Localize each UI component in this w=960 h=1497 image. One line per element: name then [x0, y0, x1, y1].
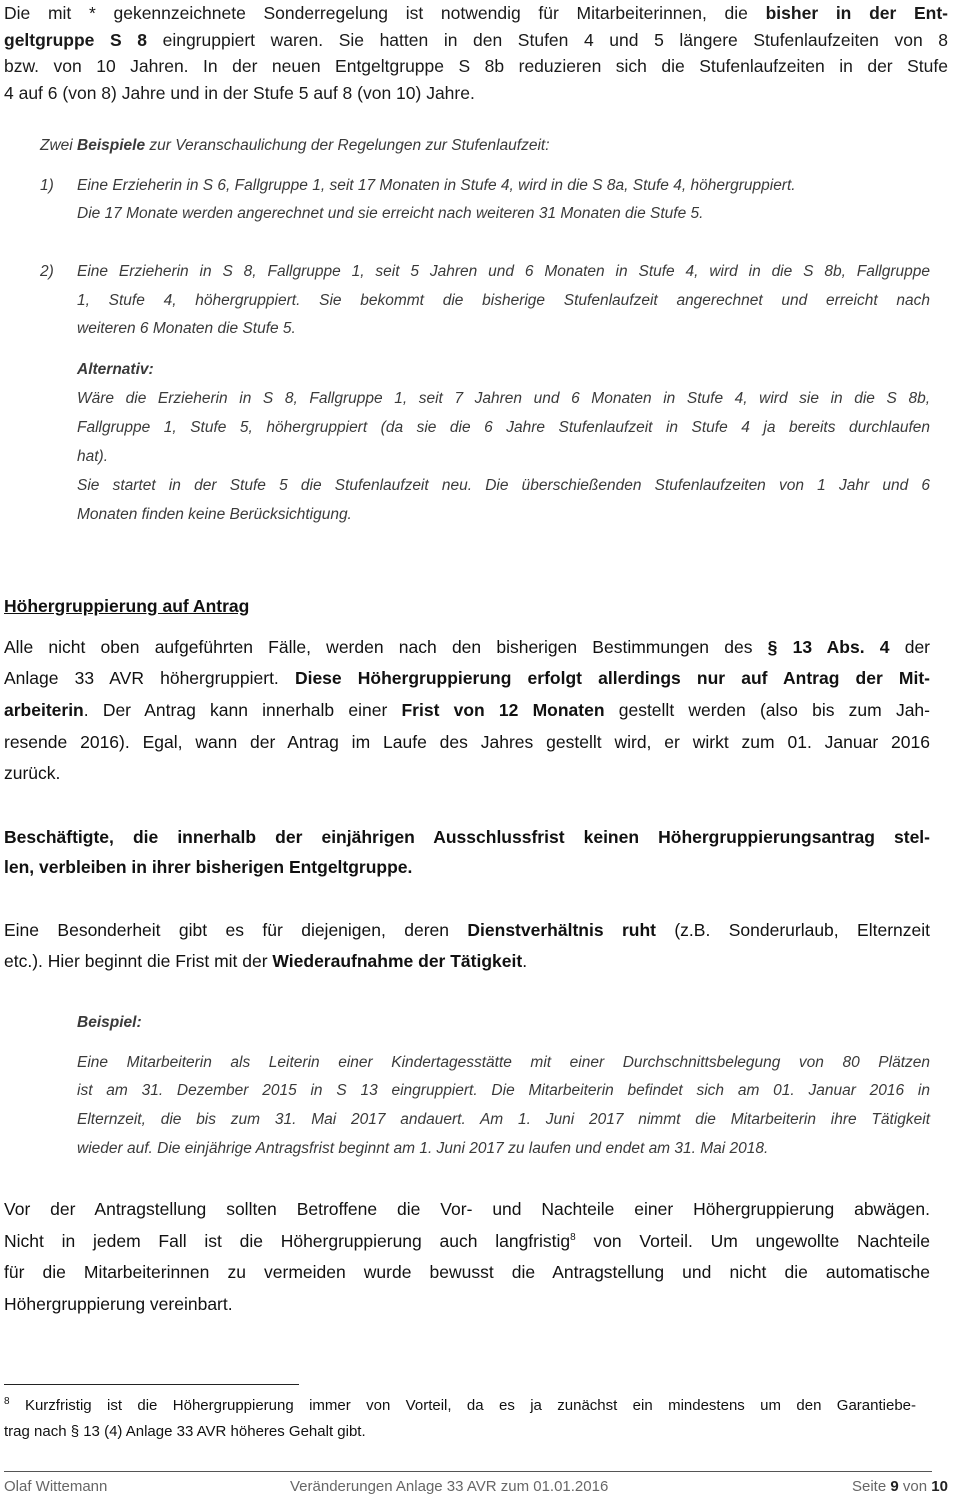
text-line — [4, 58, 948, 76]
text-line — [77, 321, 296, 337]
text-line — [4, 32, 948, 50]
text-run: zurück. — [4, 763, 61, 783]
text-line — [4, 765, 930, 783]
text-run: Eine Erzieherin in S 8, Fallgruppe 1, seit 5 Jahren und 6 Monaten in Stufe 4, wird in die S 8b, Fallgruppe — [77, 263, 930, 280]
text-line — [4, 598, 930, 616]
text-run: Wiederaufnahme der Tätigkeit — [272, 951, 523, 971]
text-run: Anlage 33 AVR höhergruppiert. — [4, 668, 295, 688]
text-run: Zwei — [40, 137, 78, 154]
text-line — [77, 362, 154, 378]
text-run: hat). — [77, 448, 109, 465]
text-run: (z.B. Sonderurlaub, Elternzeit — [655, 920, 930, 940]
text-run: etc.). Hier beginnt die Frist mit der — [4, 951, 273, 971]
footer-title: Veränderungen Anlage 33 AVR zum 01.01.2016 — [290, 1478, 609, 1495]
text-line — [4, 1397, 916, 1413]
text-run: Beschäftigte, die innerhalb der einjährigen Ausschlussfrist keinen Höhergruppierungsantrag stel- — [4, 827, 930, 847]
footnote-marker: 8 — [570, 1232, 576, 1244]
footnote-marker: 8 — [4, 1396, 10, 1407]
page-prefix: Seite — [852, 1478, 887, 1495]
text-run: Beispiel: — [77, 1014, 142, 1031]
text-run: weiteren 6 Monaten die Stufe 5. — [77, 320, 296, 337]
text-run: len, verbleiben in ihrer bisherigen Entgeltgruppe. — [4, 857, 413, 877]
text-run: Monaten finden keine Berücksichtigung. — [77, 506, 352, 523]
page-mid: von — [902, 1478, 928, 1495]
text-run: Höhergruppierung vereinbart. — [4, 1294, 233, 1314]
text-line — [4, 1296, 930, 1314]
total-pages: 10 — [931, 1478, 948, 1495]
text-run: Höhergruppierung auf Antrag — [4, 596, 250, 616]
text-line — [77, 391, 930, 407]
text-run: von Vorteil. Um ungewollte Nachteile — [575, 1231, 930, 1251]
text-line — [77, 449, 108, 465]
text-line — [77, 1055, 930, 1071]
text-run: Alle nicht oben aufgeführten Fälle, werden nach den bisherigen Bestimmungen des — [4, 637, 768, 657]
text-line — [4, 1233, 930, 1251]
text-line — [4, 1201, 930, 1219]
text-line — [4, 85, 948, 103]
text-run: Kurzfristig ist die Höhergruppierung immer von Vorteil, da es ja zunächst ein mindestens um den Garantiebe- — [9, 1397, 916, 1414]
text-run: gestellt werden (also bis zum Jah- — [604, 700, 930, 720]
text-line — [4, 953, 930, 971]
text-run: für die Mitarbeiterinnen zu vermeiden wurde bewusst die Antragstellung und nicht die automatische — [4, 1262, 930, 1282]
text-run: Frist von 12 Monaten — [401, 700, 605, 720]
text-line — [4, 702, 930, 720]
text-line — [77, 264, 930, 280]
text-run: 2) — [40, 263, 54, 280]
text-run: wieder auf. Die einjährige Antragsfrist beginnt am 1. Juni 2017 zu laufen und endet am 31. Mai 2018. — [77, 1140, 769, 1157]
text-run: resende 2016). Egal, wann der Antrag im Laufe des Jahres gestellt wird, er wirkt zum 01. Januar 2016 — [4, 732, 930, 752]
footer-page-number — [852, 1478, 948, 1495]
text-line — [77, 507, 352, 523]
text-run: Wäre die Erzieherin in S 8, Fallgruppe 1, seit 7 Jahren und 6 Monaten in Stufe 4, wird sie in die S 8b, — [77, 390, 930, 407]
text-line — [40, 178, 54, 194]
footer-divider — [4, 1471, 932, 1472]
text-line — [77, 420, 930, 436]
text-run: . — [522, 951, 528, 971]
text-run: Eine Besonderheit gibt es für diejenigen, deren — [4, 920, 468, 940]
text-line — [4, 734, 930, 752]
current-page: 9 — [890, 1478, 899, 1495]
text-line — [4, 670, 930, 688]
text-run: Die mit * gekennzeichnete Sonderregelung ist notwendig für Mitarbeiterinnen, die — [4, 3, 766, 23]
text-line — [77, 293, 930, 309]
text-run: geltgruppe S 8 — [4, 30, 147, 50]
text-line — [40, 264, 54, 280]
text-run: Diese Höhergruppierung erfolgt allerdings nur auf Antrag der Mit- — [294, 668, 930, 688]
text-run: Elternzeit, die bis zum 31. Mai 2017 andauert. Am 1. Juni 2017 nimmt die Mitarbeiterin ihre Tätigkeit — [77, 1111, 930, 1128]
text-run: arbeiterin — [4, 700, 84, 720]
text-line — [77, 478, 930, 494]
text-run: Alternativ: — [77, 361, 154, 378]
text-run: Beispiele — [77, 137, 146, 154]
text-line — [4, 5, 948, 23]
text-line — [77, 178, 796, 194]
text-run: Nicht in jedem Fall ist die Höhergruppierung auch langfristig — [4, 1231, 571, 1251]
text-run: . Der Antrag kann innerhalb einer — [83, 700, 402, 720]
text-line — [77, 1141, 768, 1157]
text-line — [4, 1424, 916, 1439]
text-run: 1, Stufe 4, höhergruppiert. Sie bekommt die bisherige Stufenlaufzeit angerechnet und erreicht nach — [77, 292, 930, 309]
text-line — [4, 639, 930, 657]
text-line — [77, 1083, 930, 1099]
text-line — [77, 1015, 142, 1031]
text-run: Die 17 Monate werden angerechnet und sie erreicht nach weiteren 31 Monaten die Stufe 5. — [77, 205, 704, 222]
text-line — [4, 859, 930, 877]
text-run: Vor der Antragstellung sollten Betroffene die Vor- und Nachteile einer Höhergruppierung abwägen. — [4, 1199, 930, 1219]
text-run: Fallgruppe 1, Stufe 5, höhergruppiert (da sie die 6 Jahre Stufenlaufzeit in Stufe 4 ja bereits durchlaufen — [77, 419, 930, 436]
text-run: Eine Mitarbeiterin als Leiterin einer Kindertagesstätte mit einer Durchschnittsbelegung von 80 Plätzen — [77, 1054, 930, 1071]
text-run: bisher in der Ent- — [765, 3, 949, 23]
text-run: eingruppiert waren. Sie hatten in den Stufen 4 und 5 längere Stufenlaufzeiten von 8 — [147, 30, 948, 50]
text-run: ist am 31. Dezember 2015 in S 13 eingruppiert. Die Mitarbeiterin befindet sich am 01. Januar 2016 in — [77, 1082, 930, 1099]
text-line — [40, 138, 550, 154]
footnote-separator — [4, 1384, 299, 1385]
text-run: Sie startet in der Stufe 5 die Stufenlaufzeit neu. Die überschießenden Stufenlaufzeiten von 1 Jahr und 6 — [77, 477, 930, 494]
text-run: 4 auf 6 (von 8) Jahre und in der Stufe 5 auf 8 (von 10) Jahre. — [4, 83, 475, 103]
footer-author: Olaf Wittemann — [4, 1478, 108, 1495]
text-run: 1) — [40, 177, 54, 194]
text-run: Eine Erzieherin in S 6, Fallgruppe 1, seit 17 Monaten in Stufe 4, wird in die S 8a, Stufe 4, höhergruppiert. — [77, 177, 796, 194]
text-run: Dienstverhältnis ruht — [467, 920, 656, 940]
text-run: zur Veranschaulichung der Regelungen zur Stufenlaufzeit: — [145, 137, 550, 154]
text-run: der — [889, 637, 931, 657]
text-line — [77, 206, 703, 222]
text-line — [4, 922, 930, 940]
text-line — [77, 1112, 930, 1128]
text-run: bzw. von 10 Jahren. In der neuen Entgeltgruppe S 8b reduzieren sich die Stufenlaufzeiten in der Stufe — [4, 56, 948, 76]
text-line — [4, 1264, 930, 1282]
text-run: trag nach § 13 (4) Anlage 33 AVR höheres Gehalt gibt. — [4, 1423, 366, 1440]
text-run: § 13 Abs. 4 — [767, 637, 890, 657]
text-line — [4, 829, 930, 847]
